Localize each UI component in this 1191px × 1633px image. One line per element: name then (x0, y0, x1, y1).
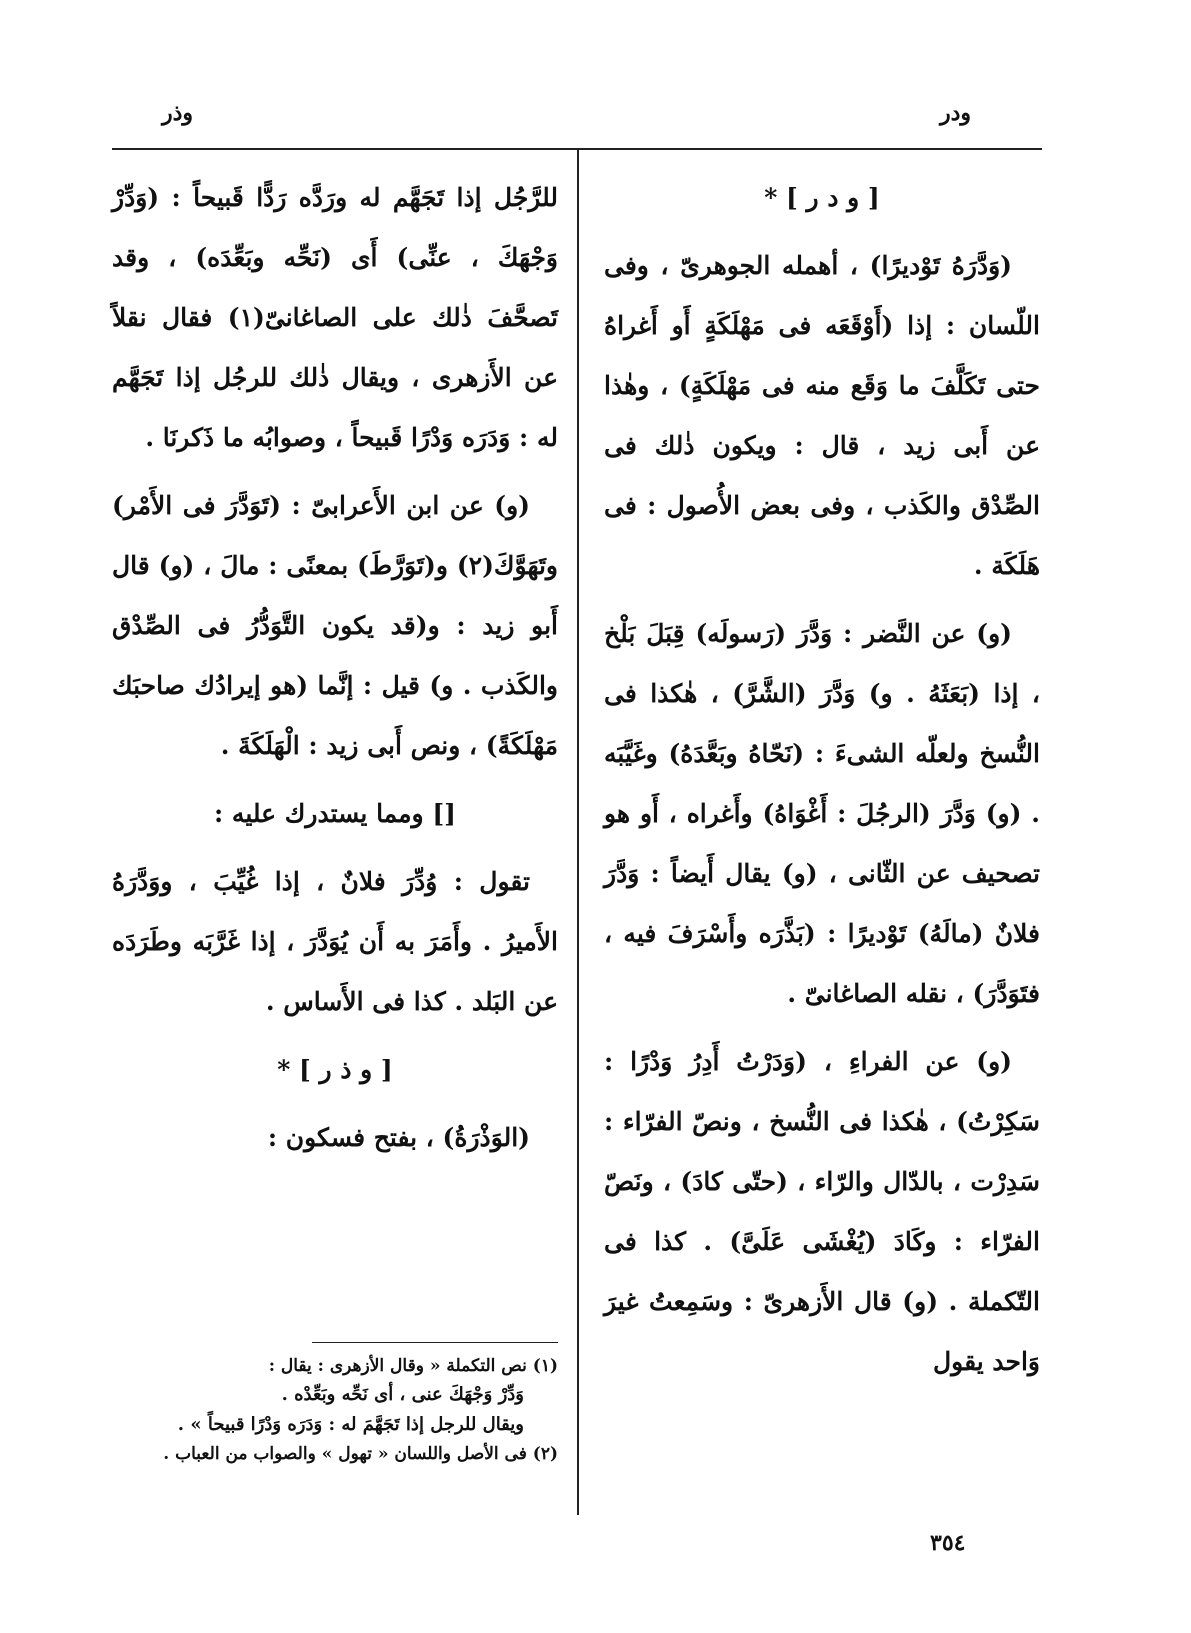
left-paragraph: تقول : وُدِّرَ فلانٌ ، إذا غُيِّبَ ، ووَدَّرَهُ الأَميرُ . وأَمَرَ به أَن يُوَدَّرَ ، إذا غَرَّبَه وطَرَدَه عن البَلد . كذا فى الأَساس . (112, 867, 558, 1016)
running-head-left: وذر (162, 100, 194, 126)
running-head-right: ودر (940, 100, 972, 126)
entry-heading-wdr: [ و د ر ] * (764, 183, 880, 212)
column-divider (577, 150, 579, 1515)
footnote-1-intro: (١) نص التكملة « وقال الأزهرى : يقال : (268, 1356, 558, 1376)
footnote-1-quote: ويقال للرجل إذا تَجَهَّمَ له : وَدَرَه وَدْرًا قبيحاً » . (177, 1414, 524, 1435)
entry-heading-wdhr: [ و ذ ر ] * (277, 1055, 393, 1084)
footnote-1-quote: وَدِّرْ وَجْهَكَ عنى ، أى نَحِّه وبَعِّدْه . (281, 1384, 524, 1405)
left-paragraph: للرَّجُل إذا تَجَهَّم له ورَدَّه رَدًّا قَبيحاً : (وَدِّرْ وَجْهَكَ ، عنِّى) أَى (نَحِّه وبَعِّدَه) ، وقد تَصحَّفَ ذٰلك على الصاغانىّ(١) فقال نقلاً عن الأَزهرى ، ويقال ذٰلك للرجُل إذا تَجَهَّم له : وَدَرَه وَدْرًا قَبيحاً ، وصوابُه ما ذَكرنَا . (112, 183, 558, 452)
page-number: ٣٥٤ (930, 1530, 966, 1556)
right-paragraph: (و) عن النَّضر : وَدَّرَ (رَسولَه) قِبَلَ بَلْخ ، إذا (بَعَثَهُ . و) وَدَّرَ (الشَّرَّ) ، هٰكذا فى النُّسخ ولعلّه الشىءَ : (نَحّاهُ وبَعَّدَهُ) وغَيَّبَه . (و) وَدَّرَ (الرجُلَ : أَغْوَاهُ) وأَغراه ، أَو هو تصحيف عن الثّانى ، (و) يقال أَيضاً : وَدَّرَ فلانٌ (مالَهُ) تَوْديرًا : (بَذَّرَه وأَسْرَفَ فيه ، فتَوَدَّرَ) ، نقله الصاغانىّ . (604, 619, 1040, 1008)
footnote-rule (312, 1342, 558, 1343)
footnote-2: (٢) فى الأصل واللسان « تهول » والصواب من العباب . (163, 1444, 558, 1464)
footnotes (112, 1352, 558, 1468)
right-paragraph: (وَدَّرَهُ تَوْديرًا) ، أهمله الجوهرىّ ، وفى اللّسان : إذا (أَوْقَعَه فى مَهْلَكَةٍ أَو أَغراهُ حتى تَكَلَّفَ ما وَقَع منه فى مَهْلَكَةٍ) ، وهٰذا عن أَبى زيد ، قال : ويكون ذٰلك فى الصِّدْق والكَذب ، وفى بعض الأُصول : فى هَلَكَة . (604, 251, 1040, 580)
supplement-heading: [] ومما يستدرك عليه : (214, 799, 456, 828)
left-paragraph-last: (الوَذْرَةُ) ، بفتح فسكون : (267, 1123, 530, 1152)
left-paragraph: (و) عن ابن الأَعرابىّ : (تَوَدَّرَ فى الأَمْر) وتَهَوَّكَ(٢) و(تَوَرَّطَ) بمعنًى : مالَ ، (و) قال أَبو زيد : و(قد يكون التَّوَدُّرُ فى الصِّدْق والكَذب . و) قيل : إنَّما (هو إيرادُك صاحبَك مَهْلَكَةً) ، ونص أَبى زيد : الْهَلَكَةَ . (112, 491, 558, 760)
left-column (112, 168, 558, 1176)
right-paragraph: (و) عن الفراءِ ، (وَدَرْتُ أَدِرُ وَدْرًا : سَكِرْتُ) ، هٰكذا فى النُّسخ ، ونصّ الفرّاء : سَدِرْت ، بالدّال والرّاء ، (حتّى كادَ) ، ونَصّ الفرّاء : وكَادَ (يُغْشَى عَلَىَّ) . كذا فى التّكملة . (و) قال الأَزهرىّ : وسَمِعتُ غيرَ وَاحد يقول (604, 1047, 1040, 1376)
right-column (604, 168, 1040, 1400)
